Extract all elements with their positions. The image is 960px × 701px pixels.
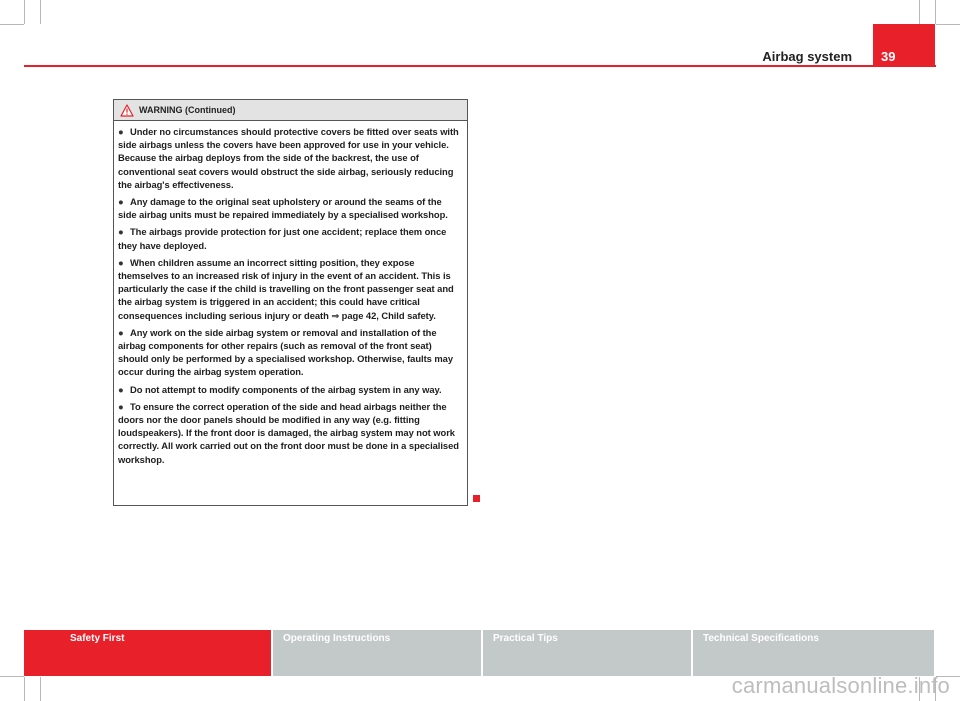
- warning-item-text: To ensure the correct operation of the side and head airbags neither the doors nor the door panels should be modified in any way (e.g. fitting loudspeakers). If the front door is damaged, the airbag system may not work correctly. All work carried out on the front door must be done in a specialised workshop.: [118, 400, 459, 465]
- section-end-marker: [473, 495, 480, 502]
- crop-mark: [936, 24, 960, 25]
- bullet-icon: ●: [118, 226, 124, 238]
- crop-mark: [24, 677, 25, 701]
- warning-title: WARNING (Continued): [139, 105, 236, 115]
- warning-item: [118, 225, 461, 251]
- crop-mark: [919, 0, 920, 24]
- bullet-icon: ●: [118, 400, 124, 412]
- tab-practical-tips[interactable]: Practical Tips: [483, 630, 691, 676]
- warning-item: [118, 326, 461, 379]
- bullet-icon: ●: [118, 196, 124, 208]
- warning-triangle-icon: [120, 104, 134, 117]
- warning-item-text: Do not attempt to modify components of the airbag system in any way.: [130, 383, 442, 395]
- crop-mark: [0, 24, 24, 25]
- tab-operating-instructions[interactable]: Operating Instructions: [273, 630, 481, 676]
- crop-mark: [0, 676, 24, 677]
- bullet-icon: ●: [118, 383, 124, 395]
- bullet-icon: ●: [118, 256, 124, 268]
- page-number: 39: [873, 24, 935, 67]
- warning-header: [114, 100, 467, 121]
- bullet-icon: ●: [118, 326, 124, 338]
- crop-mark: [24, 0, 25, 24]
- warning-item: [118, 256, 461, 322]
- warning-item-text: Under no circumstances should protective covers be fitted over seats with side airbags unless the covers have been approved for use in your vehicle. Because the airbag deploys from the side of the backrest, the use of conventional seat covers would obstruct the side airbag, seriously reducing the airbag's effectiveness.: [118, 126, 459, 190]
- warning-item: [118, 383, 461, 396]
- warning-item-text: Any work on the side airbag system or removal and installation of the airbag components for other repairs (such as removal of the front seat) should only be performed by a specialised workshop. Otherwise, faults may occur during the airbag system operation.: [118, 326, 453, 378]
- warning-item-text: Any damage to the original seat upholstery or around the seams of the side airbag units must be repaired immediately by a specialised workshop.: [118, 196, 448, 221]
- section-title: Airbag system: [762, 49, 852, 64]
- header-rule: [24, 65, 936, 67]
- warning-item: [118, 195, 461, 221]
- warning-item: [118, 125, 461, 191]
- warning-box: [113, 99, 468, 506]
- tab-technical-specifications[interactable]: Technical Specifications: [693, 630, 934, 676]
- warning-body: [114, 121, 467, 466]
- warning-item-text: The airbags provide protection for just one accident; replace them once they have deployed.: [118, 226, 447, 251]
- tab-safety-first[interactable]: Safety First: [24, 630, 271, 676]
- warning-item-text: When children assume an incorrect sitting position, they expose themselves to an increased risk of injury in the event of an accident. This is particularly the case if the child is travelling on the front passenger seat and the airbag system is triggered in an accident; this could have critical consequences including serious injury or death ⇒ page 42, Child safety.: [118, 256, 454, 321]
- crop-mark: [40, 0, 41, 24]
- crop-mark: [40, 677, 41, 701]
- footer-nav: [24, 630, 936, 676]
- warning-item: [118, 400, 461, 466]
- watermark: carmanualsonline.info: [731, 673, 950, 698]
- bullet-icon: ●: [118, 126, 124, 137]
- crop-mark: [935, 0, 936, 24]
